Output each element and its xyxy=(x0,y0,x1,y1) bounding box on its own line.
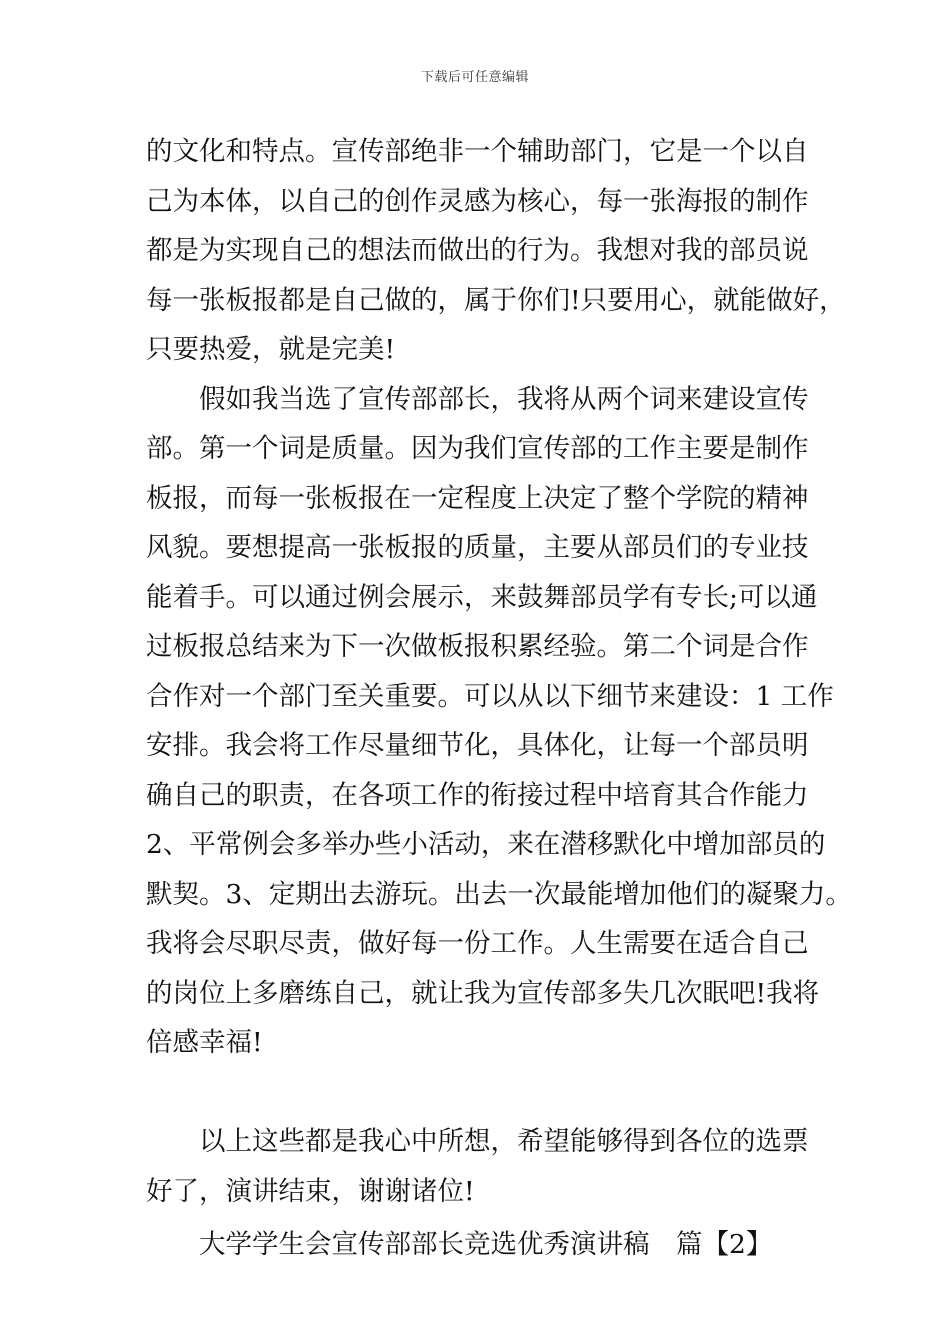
text-line: 好了，演讲结束，谢谢诸位! xyxy=(146,1175,475,1207)
text-line: 的文化和特点。宣传部绝非一个辅助部门，它是一个以自 xyxy=(146,136,809,167)
page-header: 下载后可任意编辑 xyxy=(420,70,529,85)
text-line: 过板报总结来为下一次做板报积累经验。第二个词是合作 xyxy=(146,631,809,662)
section-heading: 大学学生会宣传部部长竞选优秀演讲稿 篇【2】 xyxy=(199,1229,773,1260)
text-line: 合作对一个部门至关重要。可以从以下细节来建设：1 工作 xyxy=(146,680,834,712)
text-line: 以上这些都是我心中所想，希望能够得到各位的选票 xyxy=(199,1126,809,1157)
text-line: 每一张板报都是自己做的，属于你们!只要用心，就能做好， xyxy=(146,284,846,316)
text-line: 己为本体，以自己的创作灵感为核心，每一张海报的制作 xyxy=(146,185,809,217)
text-line: 只要热爱，就是完美! xyxy=(146,334,396,365)
paragraph-3 xyxy=(146,1117,828,1216)
text-line: 能着手。可以通过例会展示，来鼓舞部员学有专长;可以通 xyxy=(146,581,818,613)
text-line: 我将会尽职尽责，做好每一份工作。人生需要在适合自己 xyxy=(146,928,809,959)
text-line: 倍感幸福! xyxy=(146,1027,263,1058)
text-line: 都是为实现自己的想法而做出的行为。我想对我的部员说 xyxy=(146,235,809,266)
paragraph-1 xyxy=(146,127,846,375)
paragraph-2 xyxy=(146,375,852,1118)
text-line: 安排。我会将工作尽量细节化，具体化，让每一个部员明 xyxy=(146,730,809,761)
text-line: 2、平常例会多举办些小活动，来在潜移默化中增加部员的 xyxy=(146,829,826,860)
text-line: 假如我当选了宣传部部长，我将从两个词来建设宣传 xyxy=(199,383,809,415)
document-body xyxy=(146,127,852,1270)
text-line: 默契。3、定期出去游玩。出去一次最能增加他们的凝聚力。 xyxy=(146,878,852,910)
text-line: 确自己的职责，在各项工作的衔接过程中培育其合作能力 xyxy=(146,779,809,811)
text-line xyxy=(146,1068,828,1118)
text-line: 的岗位上多磨练自己，就让我为宣传部多失几次眠吧!我将 xyxy=(146,977,820,1009)
text-line: 风貌。要想提高一张板报的质量，主要从部员们的专业技 xyxy=(146,532,809,563)
text-line: 板报，而每一张板报在一定程度上决定了整个学院的精神 xyxy=(146,482,809,514)
text-line: 部。第一个词是质量。因为我们宣传部的工作主要是制作 xyxy=(146,433,809,464)
